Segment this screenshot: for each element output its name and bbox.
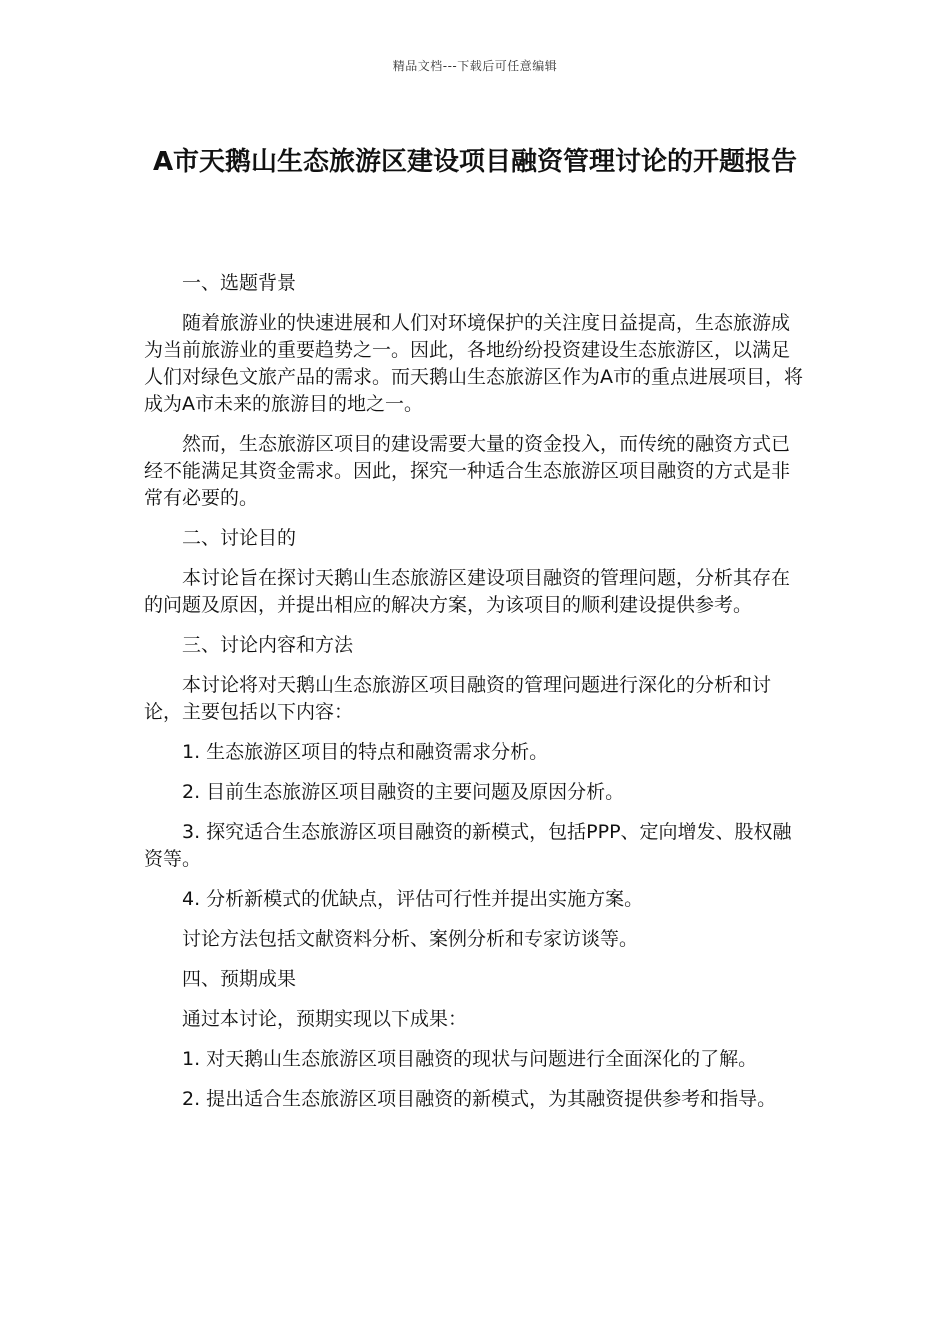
- list-item-content-2: 2. 目前生态旅游区项目融资的主要问题及原因分析。: [182, 781, 625, 803]
- list-item-result-2: 2. 提出适合生态旅游区项目融资的新模式，为其融资提供参考和指导。: [182, 1088, 777, 1110]
- paragraph-background-1: 随着旅游业的快速进展和人们对环境保护的关注度日益提高，生态旅游成为当前旅游业的重要趋势之一。因此，各地纷纷投资建设生态旅游区，以满足人们对绿色文旅产品的需求。而天鹅山生态旅游区作为A市的重点进展项目，将成为A市未来的旅游目的地之一。: [144, 312, 803, 415]
- list-item-content-1: 1. 生态旅游区项目的特点和融资需求分析。: [182, 741, 549, 763]
- document-title: A市天鹅山生态旅游区建设项目融资管理讨论的开题报告: [152, 147, 798, 177]
- section-heading-purpose: 二、讨论目的: [182, 527, 297, 549]
- paragraph-results-intro: 通过本讨论，预期实现以下成果：: [182, 1008, 468, 1030]
- paragraph-content-intro: 本讨论将对天鹅山生态旅游区项目融资的管理问题进行深化的分析和讨论，主要包括以下内容：: [144, 674, 772, 723]
- paragraph-background-2: 然而，生态旅游区项目的建设需要大量的资金投入，而传统的融资方式已经不能满足其资金需求。因此，探究一种适合生态旅游区项目融资的方式是非常有必要的。: [144, 433, 791, 509]
- paragraph-methods: 讨论方法包括文献资料分析、案例分析和专家访谈等。: [182, 928, 639, 950]
- document-body: [144, 270, 806, 1126]
- section-heading-expected-results: 四、预期成果: [182, 968, 297, 990]
- list-item-content-4: 4. 分析新模式的优缺点，评估可行性并提出实施方案。: [182, 888, 644, 910]
- section-heading-content-method: 三、讨论内容和方法: [182, 634, 354, 656]
- list-item-content-3: 3. 探究适合生态旅游区项目融资的新模式，包括PPP、定向增发、股权融资等。: [144, 821, 792, 870]
- section-heading-background: 一、选题背景: [182, 272, 297, 294]
- paragraph-purpose: 本讨论旨在探讨天鹅山生态旅游区建设项目融资的管理问题，分析其存在的问题及原因，并提出相应的解决方案，为该项目的顺利建设提供参考。: [144, 567, 791, 616]
- list-item-result-1: 1. 对天鹅山生态旅游区项目融资的现状与问题进行全面深化的了解。: [182, 1048, 758, 1070]
- header-note: 精品文档---下载后可任意编辑: [392, 59, 558, 73]
